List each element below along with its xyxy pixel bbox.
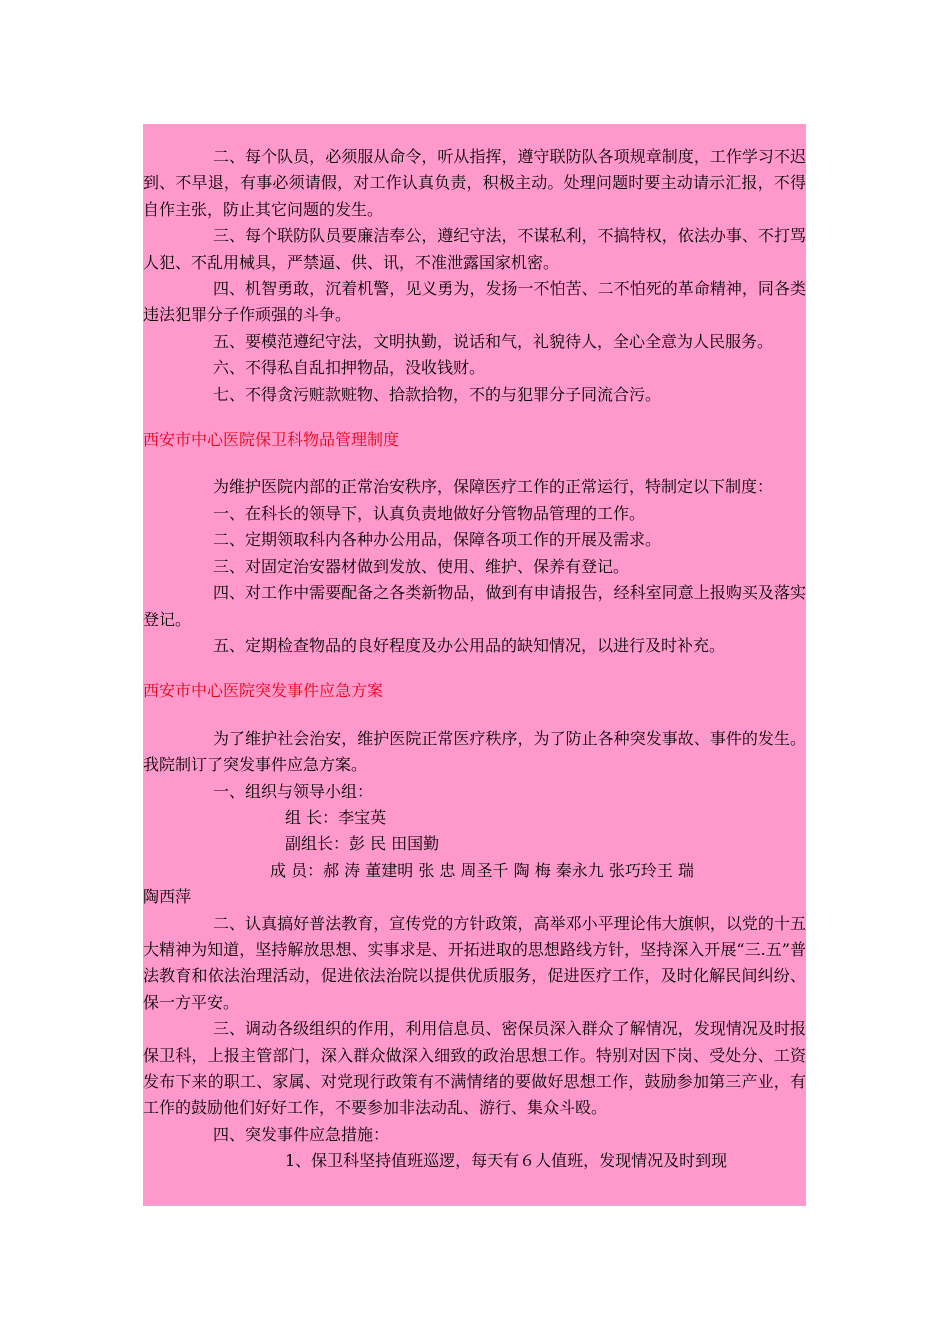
paragraph: 1、保卫科坚持值班巡逻，每天有６人值班，发现情况及时到现 [285,1151,728,1171]
group-members: 成 员：郝 涛 董建明 张 忠 周圣千 陶 梅 秦永九 张巧玲王 瑞 [270,860,694,880]
paragraph: 五、定期检查物品的良好程度及办公用品的缺知情况，以进行及时补充。 [213,635,726,655]
paragraph: 三、对固定治安器材做到发放、使用、维护、保养有登记。 [213,556,630,576]
paragraph: 为了维护社会治安，维护医院正常医疗秩序，为了防止各种突发事故、事件的发生。我院制订了突发事件应急方案。 [143,728,806,775]
paragraph: 二、每个队员，必须服从命令，听从指挥，遵守联防队各项规章制度，工作学习不迟到、不早退，有事必须请假，对工作认真负责，积极主动。处理问题时要主动请示汇报，不得自作主张，防止其它问题的发生。 [143,147,806,219]
paragraph: 一、组织与领导小组： [213,781,374,801]
paragraph: 四、突发事件应急措施： [213,1124,390,1144]
paragraph: 四、机智勇敢，沉着机警，见义勇为，发扬一不怕苦、二不怕死的革命精神，同各类违法犯罪分子作顽强的斗争。 [143,279,806,325]
paragraph: 四、对工作中需要配备之各类新物品，做到有申请报告，经科室同意上报购买及落实登记。 [143,583,806,629]
group-leader: 组 长：李宝英 [285,807,387,827]
paragraph: 五、要模范遵纪守法，文明执勤，说话和气，礼貌待人，全心全意为人民服务。 [213,331,774,351]
paragraph: 二、定期领取科内各种办公用品，保障各项工作的开展及需求。 [213,530,662,550]
paragraph: 六、不得私自乱扣押物品，没收钱财。 [213,358,486,378]
section-title: 西安市中心医院突发事件应急方案 [143,681,384,701]
paragraph: 七、不得贪污赃款赃物、拾款拾物，不的与犯罪分子同流合污。 [213,384,662,404]
group-members-cont: 陶西萍 [143,887,192,907]
paragraph: 为维护医院内部的正常治安秩序，保障医疗工作的正常运行，特制定以下制度： [213,477,774,497]
document-content [143,144,806,1175]
group-deputy: 副组长：彭 民 田国勤 [285,834,440,854]
section-title: 西安市中心医院保卫科物品管理制度 [143,430,400,450]
paragraph: 三、每个联防队员要廉洁奉公，遵纪守法，不谋私利，不搞特权，依法办事、不打骂人犯、不乱用械具，严禁逼、供、讯，不准泄露国家机密。 [143,226,806,272]
paragraph: 三、调动各级组织的作用，利用信息员、密保员深入群众了解情况，发现情况及时报保卫科，上报主管部门，深入群众做深入细致的政治思想工作。特别对因下岗、受处分、工资发布下来的职工、家属、对党现行政策有不满情绪的要做好思想工作，鼓励参加第三产业，有工作的鼓励他们好好工作，不要参加非法动乱、游行、集众斗殴。 [143,1019,806,1118]
paragraph: 一、在科长的领导下，认真负责地做好分管物品管理的工作。 [213,503,646,523]
paragraph: 二、认真搞好普法教育，宣传党的方针政策，高举邓小平理论伟大旗帜，以党的十五大精神为知道，坚持解放思想、实事求是、开拓进取的思想路线方针，坚持深入开展“三.五”普法教育和依法治理活动，促进依法治院以提供优质服务，促进医疗工作，及时化解民间纠纷、保一方平安。 [143,913,806,1012]
document-panel [143,124,806,1206]
